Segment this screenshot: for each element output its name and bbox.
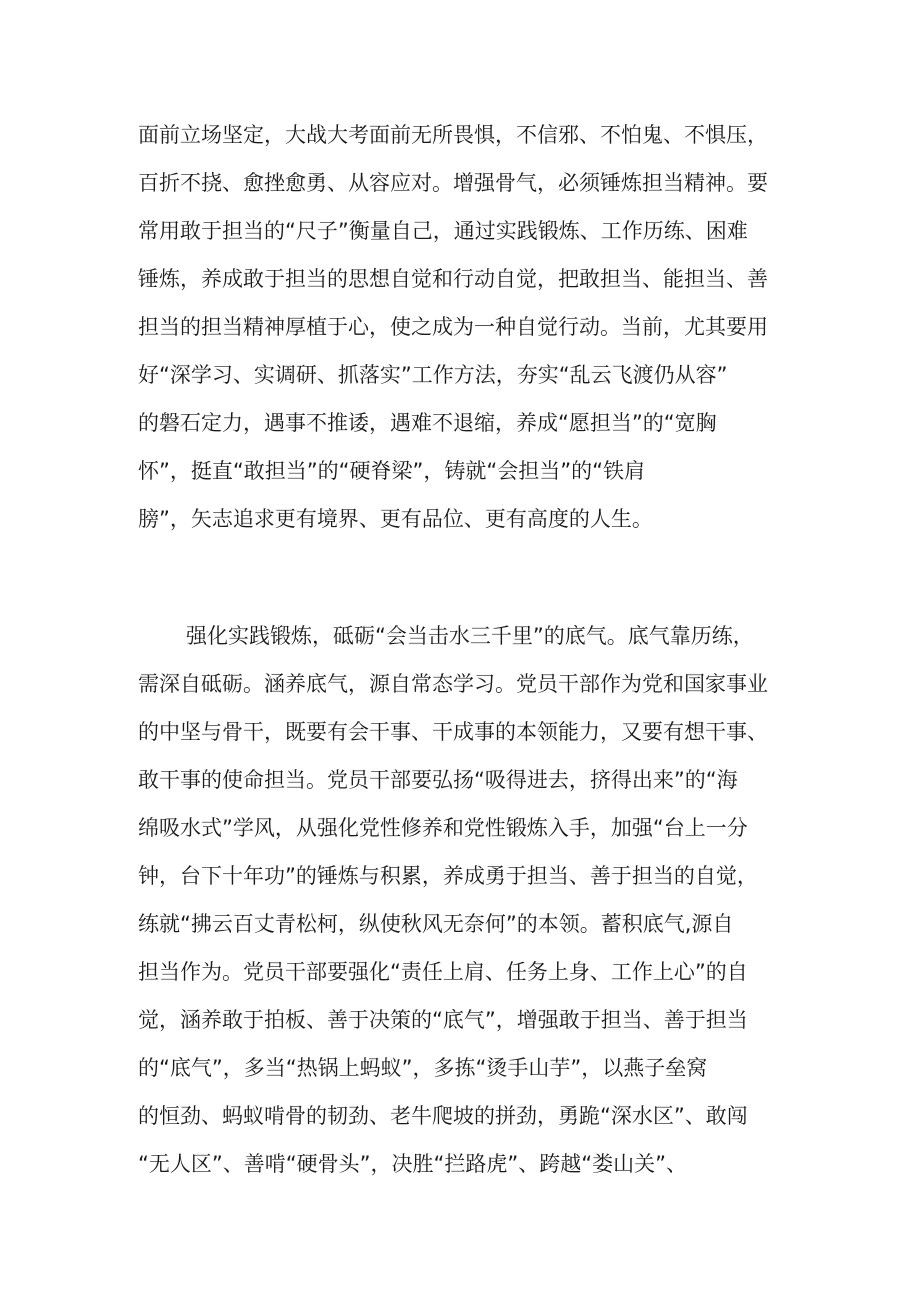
paragraph-2-line-9: 觉，涵养敢于拍板、善于决策的“底气”，增强敢于担当、善于担当 <box>138 1008 748 1032</box>
paragraph-1-line-6: 好“深学习、实调研、抓落实”工作方法，夯实“乱云飞渡仍从容” <box>138 363 728 387</box>
paragraph-1-line-1: 面前立场坚定，大战大考面前无所畏惧，不信邪、不怕鬼、不惧压， <box>138 123 768 147</box>
paragraph-2-line-12: “无人区”、善啃“硬骨头”，决胜“拦路虎”、跨越“娄山关”、 <box>138 1152 688 1176</box>
paragraph-2-line-2: 需深自砥砺。涵养底气，源自常态学习。党员干部作为党和国家事业 <box>138 672 768 696</box>
paragraph-2-line-6: 钟，台下十年功”的锤炼与积累，养成勇于担当、善于担当的自觉， <box>138 864 758 888</box>
paragraph-1-line-2: 百折不挠、愈挫愈勇、从容应对。增强骨气，必须锤炼担当精神。要 <box>138 171 768 195</box>
paragraph-1-line-5: 担当的担当精神厚植于心，使之成为一种自觉行动。当前，尤其要用 <box>138 315 768 339</box>
paragraph-2-line-4: 敢干事的使命担当。党员干部要弘扬“吸得进去，挤得出来”的“海 <box>138 768 738 792</box>
paragraph-2-line-3: 的中坚与骨干，既要有会干事、干成事的本领能力，又要有想干事、 <box>138 720 768 744</box>
paragraph-2-line-10: 的“底气”，多当“热锅上蚂蚁”，多拣“烫手山芋”，以燕子垒窝 <box>138 1056 708 1080</box>
paragraph-2-line-8: 担当作为。党员干部要强化“责任上肩、任务上身、工作上心”的自 <box>138 960 748 984</box>
paragraph-2-line-5: 绵吸水式”学风，从强化党性修养和党性锻炼入手，加强“台上一分 <box>138 816 748 840</box>
paragraph-2-line-1: 强化实践锻炼，砥砺“会当击水三千里”的底气。底气靠历练， <box>186 624 754 648</box>
paragraph-1-line-4: 锤炼，养成敢于担当的思想自觉和行动自觉，把敢担当、能担当、善 <box>138 267 768 291</box>
paragraph-1-line-9: 膀”，矢志追求更有境界、更有品位、更有高度的人生。 <box>138 507 653 531</box>
paragraph-2-line-7: 练就“拂云百丈青松柯，纵使秋风无奈何”的本领。蓄积底气,源自 <box>138 912 734 936</box>
paragraph-1-line-7: 的磐石定力，遇事不推诿，遇难不退缩，养成“愿担当”的“宽胸 <box>138 411 717 435</box>
paragraph-2-line-11: 的恒劲、蚂蚁啃骨的韧劲、老牛爬坡的拼劲，勇跪“深水区”、敢闯 <box>138 1104 748 1128</box>
paragraph-1-line-3: 常用敢于担当的“尺子”衡量自己，通过实践锻炼、工作历练、困难 <box>138 219 748 243</box>
paragraph-1-line-8: 怀”，挺直“敢担当”的“硬脊梁”，铸就“会担当”的“铁肩 <box>138 459 646 483</box>
